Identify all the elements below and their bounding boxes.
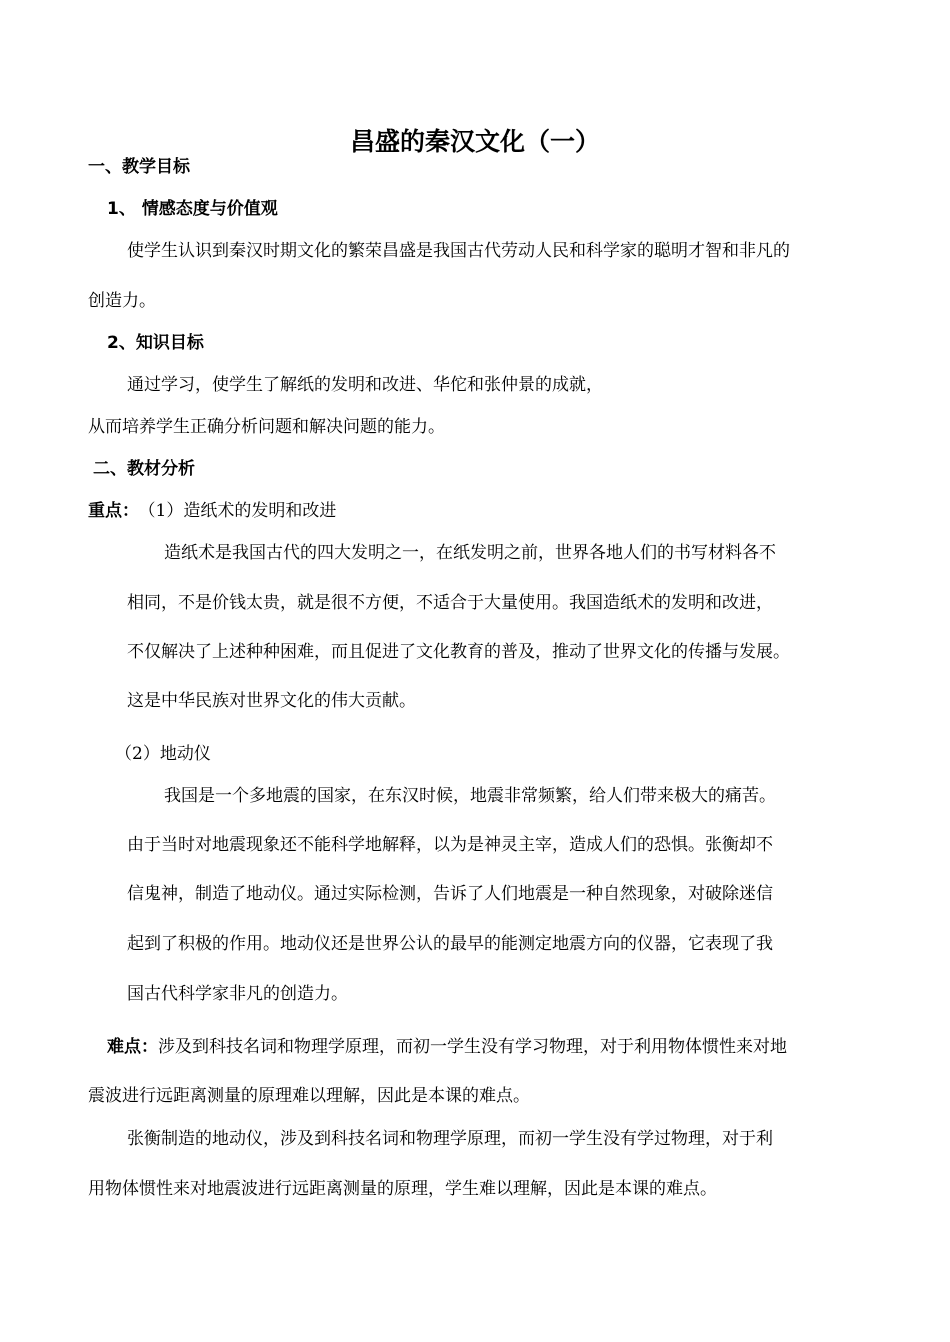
subheading-emotion-attitude: 1、 情感态度与价值观	[107, 199, 278, 219]
paragraph-line: 起到了积极的作用。地动仪还是世界公认的最早的能测定地震方向的仪器，它表现了我	[127, 934, 773, 954]
difficulty-label: 难点：	[107, 1037, 158, 1057]
key-point-1-title: （1）造纸术的发明和改进	[147, 501, 337, 521]
paragraph-line: 震波进行远距离测量的原理难以理解，因此是本课的难点。	[88, 1086, 530, 1106]
paragraph-line: 创造力。	[88, 291, 156, 311]
paragraph-line: 造纸术是我国古代的四大发明之一，在纸发明之前，世界各地人们的书写材料各不	[164, 543, 776, 563]
paragraph-line: 从而培养学生正确分析问题和解决问题的能力。	[88, 417, 445, 437]
paragraph-line: 这是中华民族对世界文化的伟大贡献。	[127, 691, 416, 711]
paragraph-line: 使学生认识到秦汉时期文化的繁荣昌盛是我国古代劳动人民和科学家的聪明才智和非凡的	[127, 241, 790, 261]
key-point-label: 重点：	[88, 501, 139, 521]
paragraph-line: 张衡制造的地动仪，涉及到科技名词和物理学原理，而初一学生没有学过物理，对于利	[127, 1129, 773, 1149]
paragraph-line: 信鬼神，制造了地动仪。通过实际检测，告诉了人们地震是一种自然现象，对破除迷信	[127, 884, 773, 904]
key-point-2-title: （2）地动仪	[115, 744, 211, 764]
section-heading-analysis: 二、教材分析	[93, 459, 195, 479]
paragraph-line: 不仅解决了上述种种困难，而且促进了文化教育的普及，推动了世界文化的传播与发展。	[127, 642, 790, 662]
key-point-line	[88, 500, 336, 522]
paragraph-line: 我国是一个多地震的国家，在东汉时候，地震非常频繁，给人们带来极大的痛苦。	[164, 786, 776, 806]
paragraph-line: 由于当时对地震现象还不能科学地解释，以为是神灵主宰，造成人们的恐惧。张衡却不	[127, 835, 773, 855]
subheading-knowledge: 2、知识目标	[107, 333, 204, 353]
paragraph-line: 用物体惯性来对地震波进行远距离测量的原理，学生难以理解，因此是本课的难点。	[88, 1179, 717, 1199]
section-heading-objectives: 一、教学目标	[88, 157, 190, 177]
paragraph-line: 国古代科学家非凡的创造力。	[127, 984, 348, 1004]
paragraph-line: 相同，不是价钱太贵，就是很不方便，不适合于大量使用。我国造纸术的发明和改进，	[127, 593, 773, 613]
difficulty-line	[107, 1036, 787, 1058]
difficulty-text: 涉及到科技名词和物理学原理，而初一学生没有学习物理，对于利用物体惯性来对地	[158, 1037, 787, 1057]
paragraph-line: 通过学习，使学生了解纸的发明和改进、华佗和张仲景的成就，	[127, 375, 603, 395]
page-title: 昌盛的秦汉文化（一）	[349, 127, 600, 156]
